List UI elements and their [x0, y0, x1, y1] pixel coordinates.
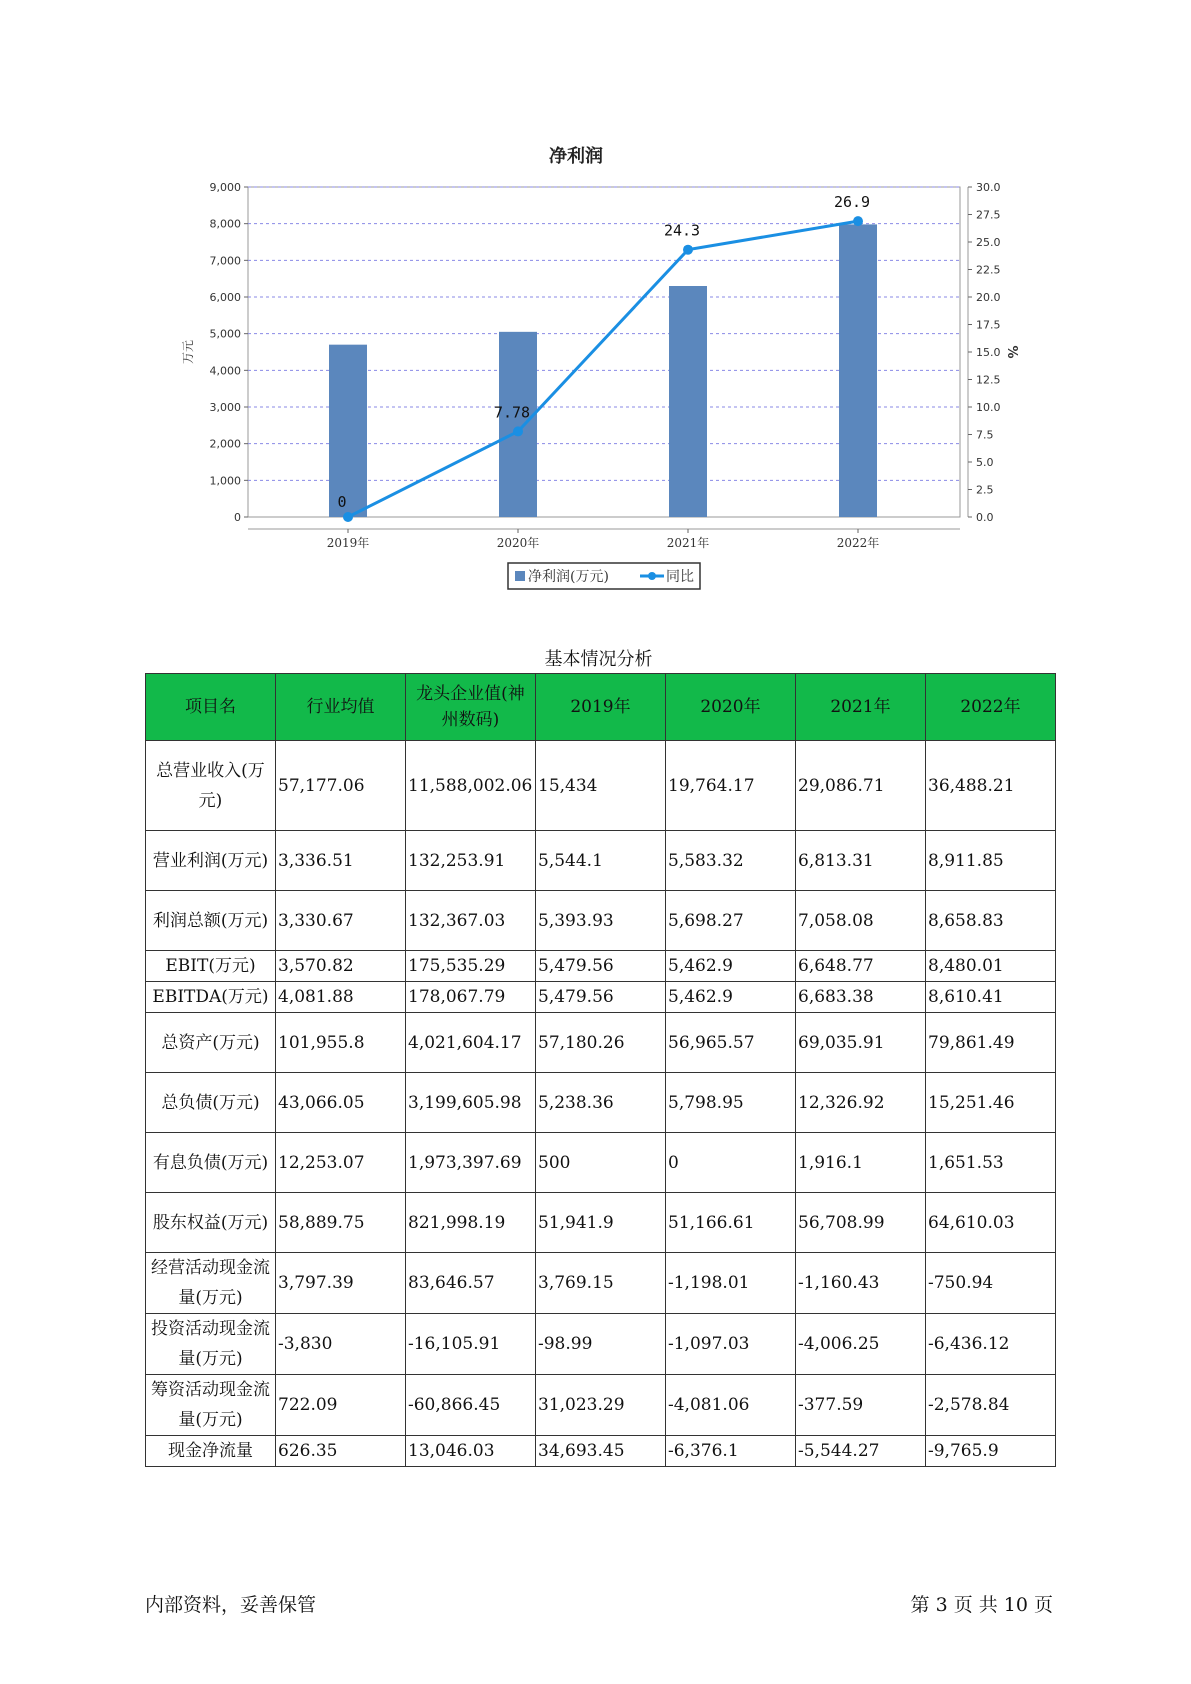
legend-bar-label: 净利润(万元) — [528, 569, 609, 585]
header-cell: 行业均值 — [276, 674, 406, 741]
table-cell: 101,955.8 — [276, 1013, 406, 1073]
row-label-cell: 营业利润(万元) — [146, 831, 276, 891]
y2-tick-label: 30.0 — [976, 181, 1001, 194]
footer-page-number: 第 3 页 共 10 页 — [910, 1594, 1053, 1616]
table-cell: 5,238.36 — [536, 1073, 666, 1133]
legend-line-label: 同比 — [666, 569, 694, 585]
row-label-cell: 现金净流量 — [146, 1436, 276, 1467]
table-row — [146, 831, 1056, 891]
table-cell: 8,610.41 — [926, 982, 1056, 1013]
x-tick-label: 2019年 — [326, 536, 370, 550]
table-cell: 15,434 — [536, 741, 666, 831]
table-row — [146, 1314, 1056, 1375]
table-row — [146, 1436, 1056, 1467]
table-cell: 5,393.93 — [536, 891, 666, 951]
bar-2021年 — [669, 286, 707, 517]
header-cell: 2022年 — [926, 674, 1056, 741]
table-cell: 5,698.27 — [666, 891, 796, 951]
table-cell: 58,889.75 — [276, 1193, 406, 1253]
table-cell: 4,081.88 — [276, 982, 406, 1013]
table-cell: 3,336.51 — [276, 831, 406, 891]
table-cell: -5,544.27 — [796, 1436, 926, 1467]
bar-2019年 — [329, 345, 367, 517]
y2-tick-label: 17.5 — [976, 318, 1001, 332]
table-cell: 500 — [536, 1133, 666, 1193]
table-cell: -750.94 — [926, 1253, 1056, 1314]
table-row — [146, 1375, 1056, 1436]
table-cell: 5,583.32 — [666, 831, 796, 891]
row-label-cell: 有息负债(万元) — [146, 1133, 276, 1193]
yoy-point — [343, 512, 353, 522]
table-cell: 34,693.45 — [536, 1436, 666, 1467]
table-cell: 8,911.85 — [926, 831, 1056, 891]
table-cell: 36,488.21 — [926, 741, 1056, 831]
table-row — [146, 982, 1056, 1013]
table-cell: 1,916.1 — [796, 1133, 926, 1193]
table-row — [146, 1073, 1056, 1133]
table-cell: 3,797.39 — [276, 1253, 406, 1314]
table-cell: 43,066.05 — [276, 1073, 406, 1133]
row-label-cell: 利润总额(万元) — [146, 891, 276, 951]
table-cell: 6,648.77 — [796, 951, 926, 982]
table-cell: 29,086.71 — [796, 741, 926, 831]
row-label-cell: EBITDA(万元) — [146, 982, 276, 1013]
header-cell: 龙头企业值(神州数码) — [406, 674, 536, 741]
y2-tick-label: 20.0 — [976, 291, 1001, 304]
table-row — [146, 1253, 1056, 1314]
table-cell: -377.59 — [796, 1375, 926, 1436]
bar-2020年 — [499, 332, 537, 517]
table-cell: 12,326.92 — [796, 1073, 926, 1133]
table-cell: 626.35 — [276, 1436, 406, 1467]
table-cell: 0 — [666, 1133, 796, 1193]
table-cell: 13,046.03 — [406, 1436, 536, 1467]
y-tick-label: 3,000 — [209, 401, 241, 414]
row-label-cell: 总资产(万元) — [146, 1013, 276, 1073]
table-cell: 1,651.53 — [926, 1133, 1056, 1193]
bar-2022年 — [839, 224, 877, 517]
table-cell: 1,973,397.69 — [406, 1133, 536, 1193]
table-row — [146, 1013, 1056, 1073]
y-tick-label: 8,000 — [209, 217, 241, 231]
yoy-data-label: 7.78 — [493, 403, 531, 422]
table-cell: 5,462.9 — [666, 951, 796, 982]
yoy-point — [853, 216, 863, 226]
chart-title: 净利润 — [549, 146, 603, 167]
table-row — [146, 1133, 1056, 1193]
y2-tick-label: 22.5 — [976, 263, 1001, 277]
table-cell: 8,480.01 — [926, 951, 1056, 982]
table-cell: 57,177.06 — [276, 741, 406, 831]
table-cell: 5,479.56 — [536, 982, 666, 1013]
table-cell: 83,646.57 — [406, 1253, 536, 1314]
legend-line-marker — [648, 572, 656, 580]
header-cell: 2019年 — [536, 674, 666, 741]
table-cell: 821,998.19 — [406, 1193, 536, 1253]
y-tick-label: 1,000 — [209, 474, 241, 488]
table-cell: 7,058.08 — [796, 891, 926, 951]
table-cell: -6,376.1 — [666, 1436, 796, 1467]
table-cell: 51,941.9 — [536, 1193, 666, 1253]
y-tick-label: 4,000 — [209, 364, 241, 378]
x-tick-label: 2021年 — [666, 536, 710, 550]
table-cell: 51,166.61 — [666, 1193, 796, 1253]
table-cell: 31,023.29 — [536, 1375, 666, 1436]
row-label-cell: 总负债(万元) — [146, 1073, 276, 1133]
yoy-data-label: 0 — [337, 493, 347, 511]
row-label-cell: EBIT(万元) — [146, 951, 276, 982]
table-cell: -16,105.91 — [406, 1314, 536, 1375]
legend-bar-swatch — [515, 571, 525, 581]
yoy-point — [683, 245, 693, 255]
table-cell: 5,544.1 — [536, 831, 666, 891]
y2-tick-label: 10.0 — [976, 401, 1001, 414]
table-cell: 15,251.46 — [926, 1073, 1056, 1133]
yoy-data-label: 24.3 — [663, 221, 701, 240]
table-cell: 132,253.91 — [406, 831, 536, 891]
table-cell: 11,588,002.06 — [406, 741, 536, 831]
header-cell: 2020年 — [666, 674, 796, 741]
y-tick-label: 2,000 — [209, 437, 241, 451]
analysis-table — [145, 673, 1056, 1467]
y-axis-label: 万元 — [181, 339, 195, 365]
table-cell: 178,067.79 — [406, 982, 536, 1013]
y2-tick-label: 7.5 — [976, 428, 994, 442]
table-row — [146, 1193, 1056, 1253]
x-tick-label: 2022年 — [836, 536, 880, 550]
table-cell: 3,330.67 — [276, 891, 406, 951]
y2-tick-label: 2.5 — [976, 483, 994, 497]
table-row — [146, 951, 1056, 982]
table-cell: 56,708.99 — [796, 1193, 926, 1253]
table-cell: 175,535.29 — [406, 951, 536, 982]
row-label-cell: 总营业收入(万元) — [146, 741, 276, 831]
table-cell: 69,035.91 — [796, 1013, 926, 1073]
table-cell: -98.99 — [536, 1314, 666, 1375]
footer-confidential: 内部资料，妥善保管 — [145, 1594, 317, 1616]
table-cell: 5,479.56 — [536, 951, 666, 982]
y2-axis-label: % — [1004, 345, 1019, 359]
table-row — [146, 741, 1056, 831]
table-cell: 3,570.82 — [276, 951, 406, 982]
table-cell: -1,160.43 — [796, 1253, 926, 1314]
table-cell: -60,866.45 — [406, 1375, 536, 1436]
y2-tick-label: 0.0 — [976, 511, 994, 524]
table-cell: -3,830 — [276, 1314, 406, 1375]
table-cell: -4,081.06 — [666, 1375, 796, 1436]
table-cell: 132,367.03 — [406, 891, 536, 951]
y2-tick-label: 12.5 — [976, 373, 1001, 387]
chart-canvas — [0, 0, 1191, 600]
table-cell: -1,097.03 — [666, 1314, 796, 1375]
y-tick-label: 9,000 — [209, 181, 241, 194]
row-label-cell: 经营活动现金流量(万元) — [146, 1253, 276, 1314]
table-cell: -9,765.9 — [926, 1436, 1056, 1467]
table-cell: 19,764.17 — [666, 741, 796, 831]
table-cell: 3,769.15 — [536, 1253, 666, 1314]
table-cell: 4,021,604.17 — [406, 1013, 536, 1073]
y-tick-label: 7,000 — [209, 254, 241, 268]
y-tick-label: 6,000 — [209, 291, 241, 304]
row-label-cell: 投资活动现金流量(万元) — [146, 1314, 276, 1375]
table-cell: -1,198.01 — [666, 1253, 796, 1314]
table-cell: 6,813.31 — [796, 831, 926, 891]
header-cell: 项目名 — [146, 674, 276, 741]
yoy-line — [348, 221, 858, 517]
y2-tick-label: 27.5 — [976, 208, 1001, 222]
table-cell: 5,462.9 — [666, 982, 796, 1013]
y2-tick-label: 15.0 — [976, 346, 1001, 359]
x-tick-label: 2020年 — [496, 536, 540, 550]
net-profit-chart — [0, 0, 1191, 600]
table-row — [146, 891, 1056, 951]
y-tick-label: 5,000 — [209, 327, 241, 341]
table-cell: 722.09 — [276, 1375, 406, 1436]
y2-tick-label: 25.0 — [976, 236, 1001, 249]
table-cell: 57,180.26 — [536, 1013, 666, 1073]
row-label-cell: 股东权益(万元) — [146, 1193, 276, 1253]
y2-tick-label: 5.0 — [976, 456, 994, 469]
table-caption: 基本情况分析 — [544, 649, 653, 670]
table-cell: 6,683.38 — [796, 982, 926, 1013]
table-cell: 8,658.83 — [926, 891, 1056, 951]
table-cell: 12,253.07 — [276, 1133, 406, 1193]
y-tick-label: 0 — [234, 511, 241, 524]
yoy-point — [513, 426, 523, 436]
header-cell: 2021年 — [796, 674, 926, 741]
table-cell: -4,006.25 — [796, 1314, 926, 1375]
table-cell: -2,578.84 — [926, 1375, 1056, 1436]
table-cell: 3,199,605.98 — [406, 1073, 536, 1133]
row-label-cell: 筹资活动现金流量(万元) — [146, 1375, 276, 1436]
table-cell: -6,436.12 — [926, 1314, 1056, 1375]
table-cell: 79,861.49 — [926, 1013, 1056, 1073]
table-cell: 56,965.57 — [666, 1013, 796, 1073]
table-cell: 64,610.03 — [926, 1193, 1056, 1253]
yoy-data-label: 26.9 — [833, 193, 871, 212]
table-cell: 5,798.95 — [666, 1073, 796, 1133]
table-header-row — [146, 674, 1056, 741]
